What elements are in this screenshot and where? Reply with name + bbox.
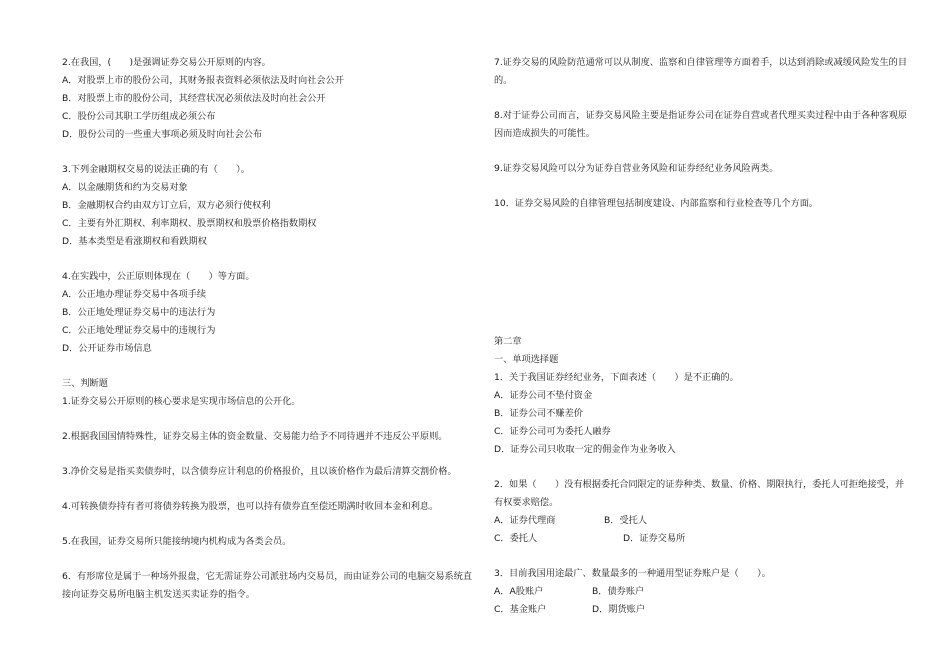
option-row [494, 601, 912, 619]
question-stem: 4.在实践中，公正原则体现在（ ）等方面。 [62, 271, 255, 282]
option: C．主要有外汇期权、利率期权、股票期权和股票价格指数期权 [62, 218, 317, 229]
option: A．公正地办理证券交易中各项手续 [62, 289, 207, 300]
judge-item: 1.证券交易公开原则的核心要求是实现市场信息的公开化。 [62, 396, 301, 407]
judge-item: 6．有形席位是属于一种场外报盘，它无需证券公司派驻场内交易员，而由证券公司的电脑交易系统直接向证券交易所电脑主机发送买卖证券的指令。 [62, 571, 473, 600]
left-column [62, 54, 478, 604]
option: A．以金融期货和约为交易对象 [62, 182, 188, 193]
section-title: 一、单项选择题 [494, 354, 559, 365]
option: C．基金账户 [494, 604, 547, 615]
judge-item: 10．证券交易风险的自律管理包括制度建设、内部监察和行业检查等几个方面。 [494, 198, 819, 209]
judge-item: 7.证券交易的风险防范通常可以从制度、监察和自律管理等方面着手，以达到消除或减缓风险发生的目的。 [494, 57, 908, 86]
option: C．股份公司其职工学历组成必须公布 [62, 111, 216, 122]
option: D．公开证券市场信息 [62, 343, 152, 354]
option: C．委托人 [494, 533, 538, 544]
option: A．证券代理商 [494, 515, 556, 526]
question-stem: 2．如果（ ）没有根据委托合同限定的证券种类、数量、价格、期限执行，委托人可拒绝接受，并有权要求赔偿。 [494, 479, 905, 508]
right-column [494, 54, 912, 619]
option: B．公正地处理证券交易中的违法行为 [62, 307, 216, 318]
option: B．证券公司不赚差价 [494, 408, 583, 419]
judge-item: 9.证券交易风险可以分为证券自营业务风险和证券经纪业务风险两类。 [494, 163, 779, 174]
option-row [494, 583, 912, 601]
question-stem: 2.在我国，( )是强调证券交易公开原则的内容。 [62, 57, 271, 68]
option: B．受托人 [604, 515, 648, 526]
question-stem: 3．目前我国用途最广、数量最多的一种通用型证券账户是（ ）。 [494, 568, 771, 579]
option: B．金融期权合约由双方订立后，双方必须行使权利 [62, 200, 271, 211]
option: B．债券账户 [592, 586, 645, 597]
option: D．股份公司的一些重大事项必须及时向社会公布 [62, 129, 263, 140]
option: D．证券交易所 [623, 533, 686, 544]
judge-item: 5.在我国，证券交易所只能接纳境内机构成为各类会员。 [62, 536, 292, 547]
chapter-title: 第二章 [494, 336, 522, 347]
option: D．基本类型是看涨期权和看跌期权 [62, 236, 207, 247]
option: B．对股票上市的股份公司，其经营状况必须依法及时向社会公开 [62, 93, 326, 104]
option-row [494, 530, 912, 548]
option: D．证券公司只收取一定的佣金作为业务收入 [494, 444, 676, 455]
option: A．证券公司不垫付资金 [494, 390, 593, 401]
option: C．公正地处理证券交易中的违规行为 [62, 325, 216, 336]
section-title: 三、判断题 [62, 378, 108, 389]
judge-item: 3.净价交易是指买卖债券时，以含债券应计利息的价格报价，且以该价格作为最后清算交割价格。 [62, 466, 457, 477]
question-stem: 3.下列金融期权交易的说法正确的有（ ）。 [62, 164, 250, 175]
judge-item: 4.可转换债券持有者可将债券转换为股票，也可以持有债券直至偿还期满时收回本金和利息。 [62, 501, 439, 512]
judge-item: 2.根据我国国情特殊性，证券交易主体的资金数量、交易能力给予不同待遇并不违反公平原则。 [62, 431, 448, 442]
judge-item: 8.对于证券公司而言，证券交易风险主要是指证券公司在证券自营或者代理买卖过程中由于各种客观原因而造成损失的可能性。 [494, 110, 908, 139]
option-row [494, 512, 912, 530]
option: D．期货账户 [592, 604, 646, 615]
option: A．对股票上市的股份公司，其财务报表资料必须依法及时向社会公开 [62, 75, 344, 86]
question-stem: 1．关于我国证券经纪业务，下面表述（ ）是不正确的。 [494, 372, 739, 383]
option: A．A股账户 [494, 586, 544, 597]
option: C．证券公司可为委托人融券 [494, 426, 611, 437]
